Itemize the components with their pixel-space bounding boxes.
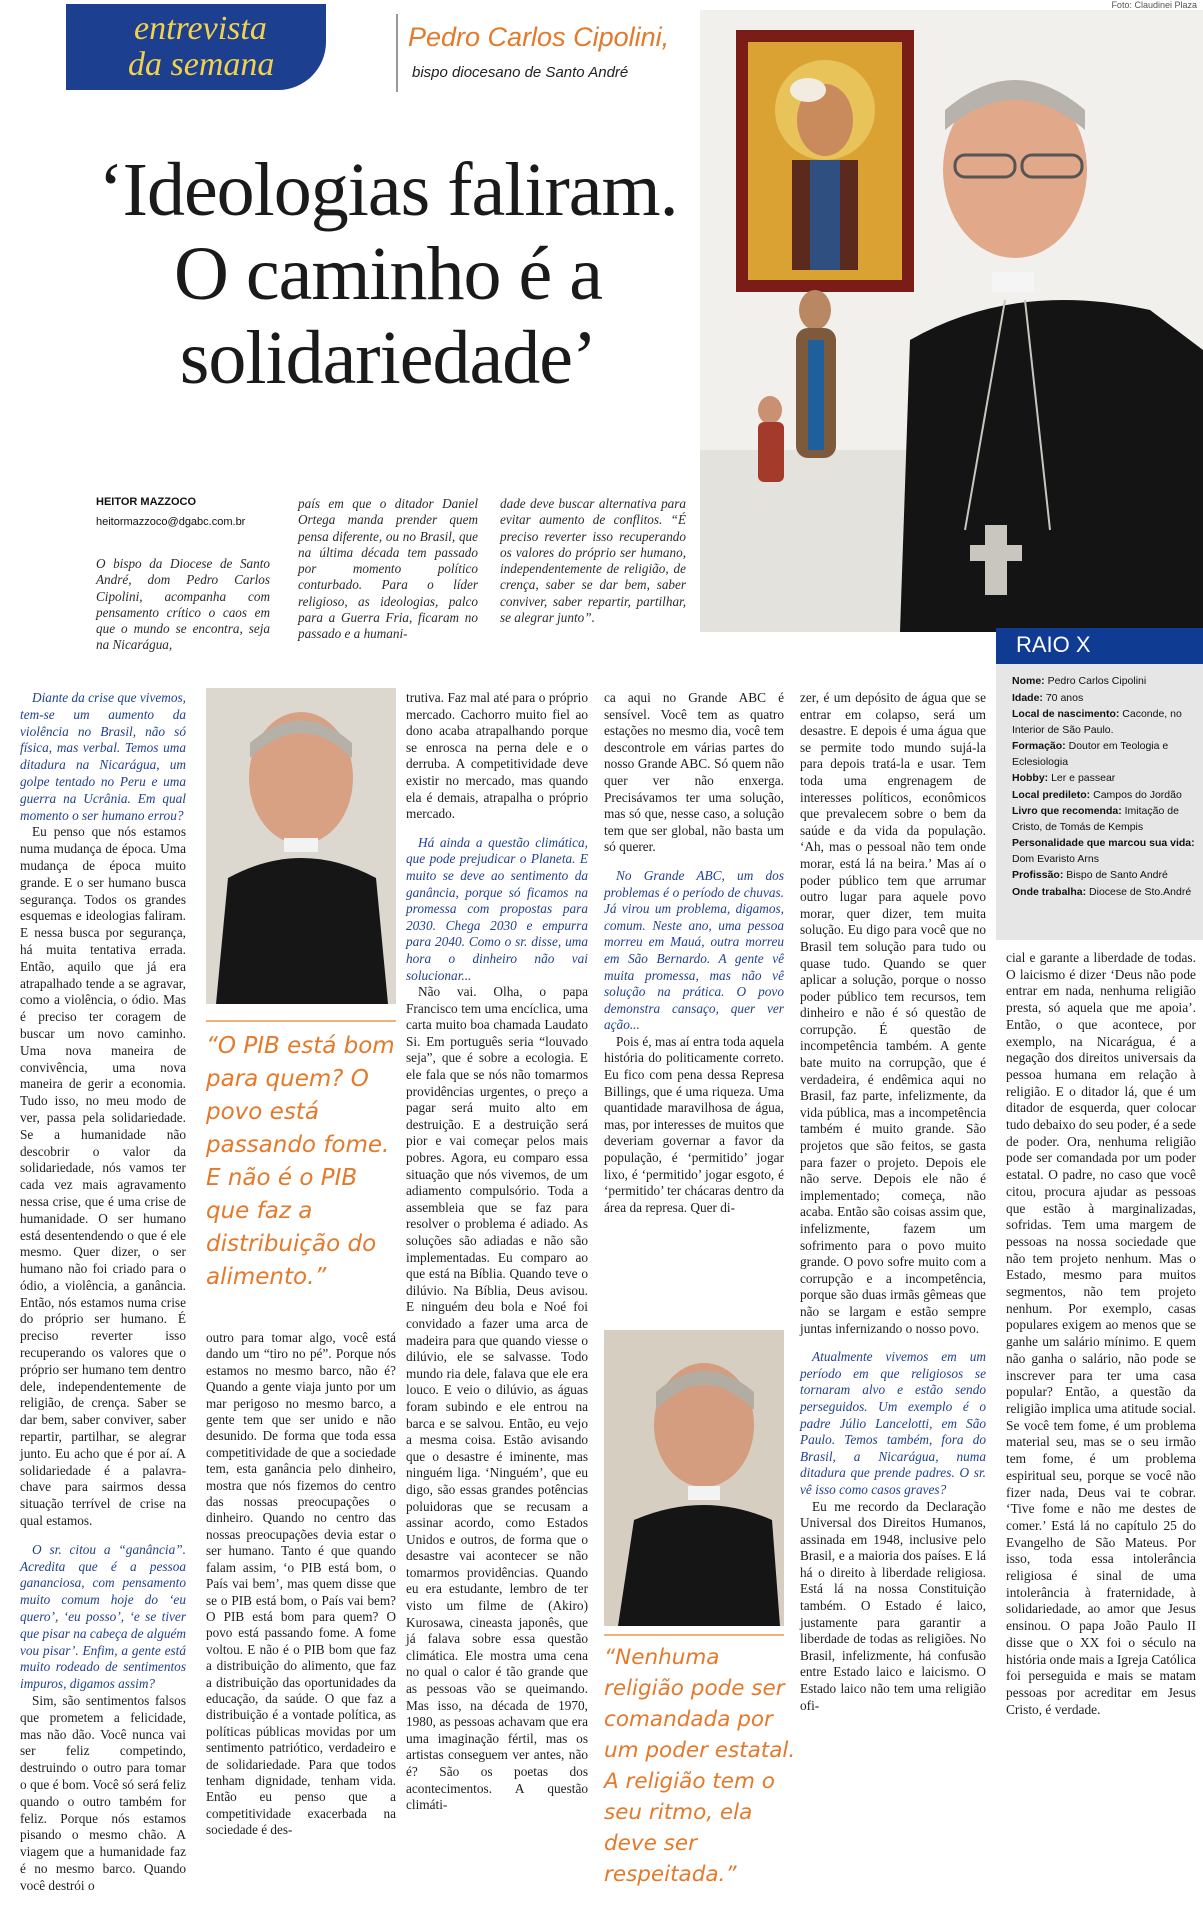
headline-line: O caminho é a bbox=[173, 232, 603, 316]
interview-answer: Sim, são sentimentos falsos que prometem a felicidade, mas não dão. Você nunca vai ser feliz competindo, destruindo o outro para tomar o que é bom. Você só será feliz quando o outro também for feliz. Porque nós estamos pisando o mesmo chão. A viagem que a humanidade faz é no mesmo barco. Quando você destrói o bbox=[20, 1693, 186, 1893]
byline-email: heitormazzoco@dgabc.com.br bbox=[96, 516, 246, 528]
lead-col1: O bispo da Diocese de Santo André, dom Pedro Carlos Cipolini, acompanha com pensamento crítico o caos em que o mundo se encontra, seja na Nicarágua, bbox=[96, 556, 270, 653]
byline-author: HEITOR MAZZOCO bbox=[96, 496, 197, 508]
interview-answer: outro para tomar algo, você está dando um “tiro no pé”. Porque nós estamos no mesmo barco, não é? Quando a gente viaja junto por um mar perigoso no mesmo barco, a gente tem que ser unido e não desunido. De forma que toda essa competitividade de que a sociedade tem, esta ganância pelo dinheiro, mostra que nós fizemos do centro das nossas preocupações o dinheiro. Quando no centro das nossas preocupações devia estar o ser humano. Tanto é que quando falam assim, ‘o PIB está bom, o País vai bem’, mas quem disse que se o PIB está bom, o País vai bem? O PIB está bom para quem? O povo está passando fome. A fome voltou. E não é o PIB bom que faz a distribuição do alimento, que faz a distribuição das oportunidades da educação, da saúde. O que faz a distribuição é a vontade política, as políticas públicas movidas por um sentimento patriótico, verdadeiro e de solidariedade. Para que todos tenham dignidade, tenham vida. Então eu penso que a competitividade exacerbada na sociedade é des- bbox=[206, 1330, 396, 1838]
raio-x-row: Local de nascimento: Caconde, no Interior de São Paulo. bbox=[1012, 708, 1182, 736]
pullquote-pib: “O PIB está bom para quem? O povo está passando fome. E não é o PIB que faz a distribuição do alimento.” bbox=[206, 1033, 395, 1290]
interview-answer: Eu penso que nós estamos numa mudança de época. Uma mudança de época muito grande. E o ser humano busca segurança. Todos os grandes esquemas e ideologias faliram. E nessa busca por segurança, há muita tentativa errada. Então, aquilo que já era atrapalhado tende a se agravar, como a violência, o ódio. Mas é preciso ter coragem de buscar um novo caminho. Uma nova maneira de convivência, uma nova maneira de gerir a economia. Tudo isso, no meu modo de ver, passa pela solidariedade. Se a humanidade não descobrir o valor da solidariedade, nós vamos ter cada vez mais agravamento nessa crise, que é uma crise de humanidade. O ser humano está desentendendo o que é ele mesmo. Quer dizer, o ser humano não foi criado para o ódio, a violência, a ganância. Então, nós estamos numa crise do próprio ser humano. É preciso reverter isso recuperando os valores que o próprio ser humano tem dentro dele, independentemente de religião, de crença. Saber se dar bem, saber conviver, saber repartir, partilhar, se alegrar junto. Eu acho que é por aí. A solidariedade é a palavra-chave para sairmos dessa situação terrível de crise na qual estamos. bbox=[20, 824, 186, 1529]
bishop-photo-small bbox=[206, 688, 396, 1004]
lead-col2: país em que o ditador Daniel Ortega manda prender quem pensa diferente, ou no Brasil, que na última década tem passado por momento político conturbado. Para o líder religioso, as ideologias, palco para a Guerra Fria, ficaram no passado e a humani- bbox=[298, 496, 478, 642]
bishop-photo-small-2 bbox=[604, 1330, 784, 1626]
raio-x-row: Nome: Pedro Carlos Cipolini bbox=[1012, 675, 1147, 687]
raio-x-row: Idade: 70 anos bbox=[1012, 691, 1084, 704]
interview-answer: ca aqui no Grande ABC é sensível. Você tem as quatro estações no mesmo dia, você tem descontrole em várias partes do nosso Grande ABC. Só quem não quer ver não enxerga. Precisávamos ter uma solução, mas só que, nesse caso, a solução tem que ser global, não basta um só querer. bbox=[604, 690, 784, 855]
raio-x-row: Onde trabalha: Diocese de Sto.André bbox=[1012, 885, 1192, 898]
lead-col3: dade deve buscar alternativa para evitar aumento de conflitos. “É preciso reverter isso recuperando os valores do próprio ser humano, independentemente de religião, de crença, saber se dar bem, saber conviver, saber repartir, partilhar, se alegrar junto”. bbox=[500, 496, 686, 626]
raio-x-box bbox=[996, 664, 1203, 940]
headline-line: solidariedade’ bbox=[179, 316, 597, 400]
interview-question: O sr. citou a “ganância”. Acredita que é a pessoa gananciosa, com pensamento muito comum hoje do ‘eu quero’, ‘eu posso’, ‘e se tiver que pisar na cabeça de alguém vou pisar’. Enfim, a gente está muito rodeado de sentimentos impuros, digamos assim? bbox=[20, 1541, 186, 1692]
interview-question: Atualmente vivemos em um período em que religiosos se tornaram alvo e estão sendo perseguidos. Um exemplo é o padre Júlio Lancelotti, em São Paulo. Temos também, fora do Brasil, a Nicarágua, numa ditadura que prende padres. O sr. vê isso como casos graves? bbox=[800, 1349, 986, 1497]
interviewee-name: Pedro Carlos Cipolini, bbox=[408, 22, 670, 52]
raio-x-row: Hobby: Ler e passear bbox=[1012, 772, 1116, 784]
body-column-5 bbox=[800, 690, 986, 1714]
body-column-4 bbox=[604, 690, 784, 1216]
raio-x-title: RAIO X bbox=[1016, 632, 1091, 657]
raio-x-header bbox=[996, 628, 1203, 664]
headline-line: ‘Ideologias faliram. bbox=[98, 148, 678, 232]
interview-answer: cial e garante a liberdade de todas. O laicismo é dizer ‘Deus não pode entrar em nada, nenhuma religião presta, só aquela que me apoia’. Então, o que acontece, por exemplo, na Nicarágua, é a negação dos direitos universais da pessoa humana em relação à religião. E o ditador lá, que é um ditador de esquerda, quer colocar tudo debaixo do seu poder, é a sede de poder. Ora, nenhuma religião pode ser comandada por um poder estatal. O padre, no caso que você citou, procura ajudar as pessoas que estão à marginalizadas, sofridas. Tem uma margem de pessoas na nossa sociedade que não tem projeto nenhum. Mas o Estado, mesmo para muitos segmentos, não tem projeto nenhum. Por exemplo, casas populares exigem ao menos que se ganhe um salário mínimo. E quem não ganha o salário, não pode se inscrever para ter uma casa popular? Então, a questão da religião implica uma atitude social. Se você tem fome, é um problema material seu, mas se o seu irmão tem fome, é um problema espiritual seu, porque se você não fizer nada, Deus vai te cobrar. ‘Tive fome e não me destes de comer.’ Está lá no capítulo 25 do Evangelho de São Mateus. Por isso, toda essa intolerância religiosa é sinal de uma intolerância à fraternidade, à solidariedade, ao amor que Jesus ensinou. O papa João Paulo II disse que o XX foi o século na história onde mais a Igreja Católica foi perseguida e mais se matam pessoas por acreditar em Jesus Cristo, é verdade. bbox=[1006, 950, 1197, 1717]
body-column-3 bbox=[406, 690, 588, 1814]
interview-answer: trutiva. Faz mal até para o próprio mercado. Cachorro muito fiel ao dono acaba atrapalhando porque se enrosca na perna dele e o derruba. A competitividade deve existir no mercado, mas quando ela é demais, atrapalha o próprio mercado. bbox=[406, 690, 588, 822]
bishop-photo-small-2-illustration bbox=[604, 1330, 784, 1626]
interview-question: No Grande ABC, um dos problemas é o período de chuvas. Já virou um problema, digamos, comum. Neste ano, uma pessoa morreu em Mauá, outra morreu em São Bernardo. A gente vê muita promessa, mas não vê solução na prática. O povo demonstra cansaço, quer ver ação... bbox=[604, 867, 784, 1033]
bishop-photo bbox=[700, 10, 1203, 632]
bishop-photo-illustration bbox=[700, 10, 1203, 632]
section-tag-line2: da semana bbox=[128, 46, 275, 83]
pullquote-religiao: “Nenhuma religião pode ser comandada por um poder estatal. A religião tem o seu ritmo, ela deve ser respeitada.” bbox=[604, 1645, 796, 1887]
raio-x-row: Personalidade que marcou sua vida: Dom Evaristo Arns bbox=[1012, 837, 1195, 865]
body-column-6 bbox=[1006, 950, 1196, 1718]
interview-answer: zer, é um depósito de água que se entrar em colapso, será um desastre. E depois é uma água que se permite todo mundo sujá-la para depois tratá-la e usar. Tem toda uma engrenagem de interesses políticos, econômicos que prevalecem sobre o bem da saúde e da vida da população. ‘Ah, mas o pessoal não tem onde morar, está lá na beira.’ Mas aí o poder público tem que arrumar outro lugar para aquele povo morar, quer dizer, tem muita solução. Eu digo para você que no Brasil tem solução para tudo ou quase tudo. Quando se quer aplicar a solução, porque o nosso poder público tem recursos, tem dinheiro e não é só questão de corrupção. É questão de incompetência também. A gente bate muito na corrupção, que é verdadeira, é endêmica aqui no Brasil, faz parte, infelizmente, da vida pública, mas a incompetência também é muito grande. São projetos que são feitos, se gasta para fazer o projeto. Depois ele não serve. Depois ele não é implementado; começa, não acaba. Então são coisas assim que, infelizmente, fazem um sofrimento para o povo muito grande. O povo sofre muito com a corrupção e a incompetência, porque são duas irmãs gêmeas que não se largam e estão sempre juntas infernizando o nosso povo. bbox=[800, 690, 986, 1336]
photo-credit: Foto: Claudinei Plaza bbox=[1111, 0, 1197, 10]
raio-x-row: Formação: Doutor em Teologia e Eclesiologia bbox=[1012, 740, 1169, 768]
section-tag bbox=[66, 4, 326, 90]
interview-answer: Eu me recordo da Declaração Universal dos Direitos Humanos, assinada em 1948, inclusive pelo Brasil, e a maioria dos países. E lá há o direito à liberdade religiosa. Está lá na nossa Constituição também. O Estado é laico, justamente para garantir a liberdade de todas as religiões. No Brasil, infelizmente, há confusão entre Estado laico e laicismo. O Estado laico não tem uma religião ofi- bbox=[800, 1498, 986, 1713]
interview-question: Há ainda a questão climática, que pode prejudicar o Planeta. E muito se deve ao sentimento da ganância, porque só ficamos na promessa com propostas para 2030. Chega 2030 e empurra para 2040. Como o sr. disse, uma hora o dinheiro não vai solucionar... bbox=[406, 834, 588, 983]
raio-x-row: Profissão: Bispo de Santo André bbox=[1012, 869, 1168, 881]
raio-x-row: Livro que recomenda: Imitação de Cristo, de Tomás de Kempis bbox=[1012, 805, 1179, 833]
interview-answer: Não vai. Olha, o papa Francisco tem uma encíclica, uma carta muito boa chamada Laudato Si. Em português seria “louvado seja”, que é sobre a ecologia. E ele fala que se nós não tomarmos providências urgentes, o preço a pagar será muito alto em destruição. E a destruição será pior e vai começar pelos mais pobres. Agora, eu comparo essa situação que nós vivemos, de um adiamento compulsório. Toda a assembleia que se faz para resolver o problema é adiado. As soluções são adiadas e não são implementadas. Eu comparo ao que está na Bíblia. Quando teve o dilúvio. Na Bíblia, Deus avisou. E ninguém deu bola e Noé foi convidado a fazer uma arca de madeira para que quando viesse o dilúvio, ele se salvasse. Todo mundo ria dele, falava que ele era louco. E veio o dilúvio, as águas foram subindo e ele entrou na barca e se salvou. Então, eu vejo a mesma coisa. Estão avisando que o desastre é iminente, mas ninguém liga. ‘Ninguém’, que eu digo, são essas grandes potências poluidoras que se recusam a assinar acordo, como Estados Unidos e outros, de forma que o desastre vai acontecer se não tomarmos providências. Quando eu era estudante, lembro de ter visto um filme de (Akiro) Kurosawa, cineasta japonês, que já falava sobre essa questão climática. Ele mostra uma cena no qual o calor é tão grande que as pessoas vão se queimando. Mas isso, na década de 1970, 1980, as pessoas achavam que era uma imaginação fértil, mas os artistas conseguem ver antes, não é? São os poetas dos acontecimentos. A questão climáti- bbox=[406, 984, 588, 1813]
interview-answer: Pois é, mas aí entra toda aquela história do politicamente correto. Eu fico com pena dessa Represa Billings, que é uma riqueza. Uma quantidade maravilhosa de água, mas, por interesses de muitos que deveriam governar a favor da população, é ‘permitido’ jogar lixo, é ‘permitido’ jogar esgoto, é ‘permitido’ ter chácaras dentro da área da represa. Quer di- bbox=[604, 1033, 784, 1215]
raio-x-row: Local predileto: Campos do Jordão bbox=[1012, 788, 1182, 801]
section-tag-line1: entrevista bbox=[134, 10, 267, 47]
divider bbox=[396, 14, 398, 92]
pullquote-rule bbox=[604, 1634, 784, 1636]
headline bbox=[48, 148, 728, 400]
interview-question: Diante da crise que vivemos, tem-se um aumento da violência no Brasil, não só física, mas verbal. Temos uma ditadura na Nicarágua, um golpe tentado no Peru e uma guerra na Ucrânia. Em qual momento o ser humano errou? bbox=[20, 690, 186, 823]
bishop-photo-small-illustration bbox=[206, 688, 396, 1004]
body-column-1 bbox=[20, 690, 186, 1895]
pullquote-rule bbox=[206, 1020, 396, 1022]
interviewee-role: bispo diocesano de Santo André bbox=[412, 64, 629, 81]
body-column-2 bbox=[206, 1330, 396, 1839]
